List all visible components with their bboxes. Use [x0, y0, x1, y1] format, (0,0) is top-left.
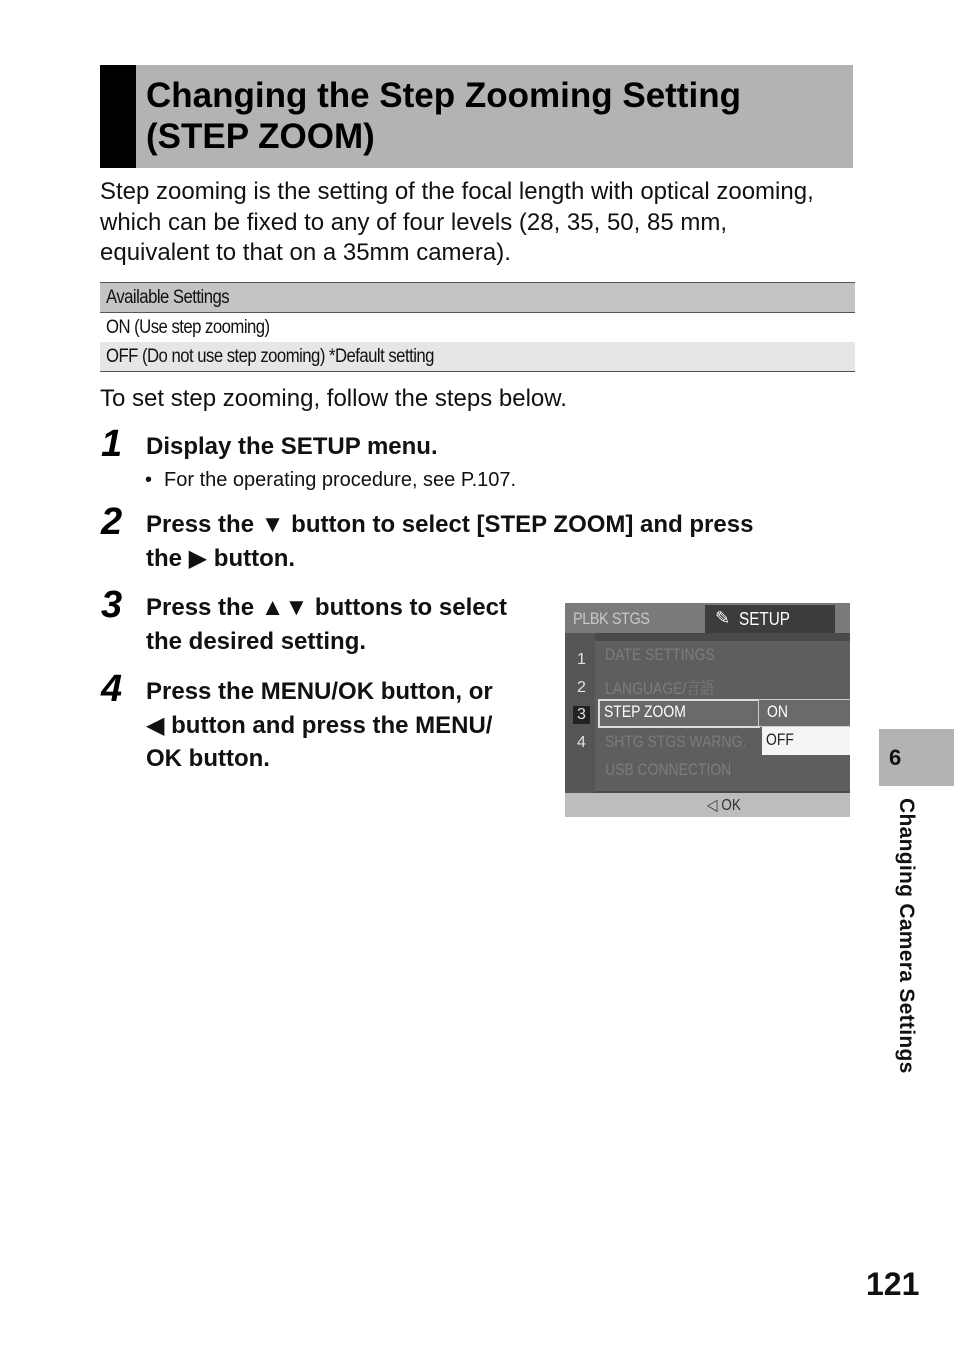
step-1-line-1: Display the SETUP menu.: [146, 433, 438, 460]
intro-line-3: equivalent to that on a 35mm camera).: [100, 239, 511, 266]
up-down-arrows-icon: ▲▼: [260, 594, 309, 621]
camera-page-number: 1: [577, 651, 586, 668]
camera-page-numbers: [565, 633, 595, 793]
follow-steps-text: To set step zooming, follow the steps below.: [100, 385, 567, 412]
step-number-1: 1: [101, 423, 123, 465]
step-4-line-3: OK button.: [146, 745, 270, 772]
camera-menu-item-selected: STEP ZOOM: [598, 699, 760, 728]
step-2-text: [146, 508, 753, 575]
step-1-bullet-text: For the operating procedure, see P.107.: [164, 469, 517, 491]
table-cell-off: OFF (Do not use step zooming) *Default setting: [100, 342, 855, 372]
camera-menu-screenshot: [565, 603, 850, 817]
camera-footer-ok: ◁ OK: [707, 797, 741, 814]
table-header-row: [100, 283, 855, 313]
down-arrow-icon: ▼: [260, 511, 285, 538]
camera-page-number: 4: [577, 734, 586, 751]
step-2-line-1: Press the ▼ button to select [STEP ZOOM] and press: [146, 511, 754, 538]
intro-line-2: which can be fixed to any of four levels (28, 35, 50, 85 mm,: [100, 208, 727, 236]
page-title: [146, 75, 846, 157]
step-number-2: 2: [101, 501, 123, 543]
step-2-line-2: the ▶ button.: [146, 544, 296, 572]
wrench-icon: ✎: [715, 608, 731, 628]
camera-page-number-active: 3: [573, 706, 590, 724]
right-arrow-icon: ▶: [188, 544, 208, 572]
table-cell-on: ON (Use step zooming): [100, 313, 855, 343]
chapter-tab: [879, 729, 954, 786]
step-4-line-1: Press the MENU/OK button, or: [146, 678, 493, 705]
camera-tab-playback: PLBK STGS: [573, 609, 650, 628]
camera-menu-item: LANGUAGE/言語: [605, 679, 715, 698]
chapter-label: Changing Camera Settings: [895, 798, 918, 1074]
step-3-line-1: Press the ▲▼ buttons to select: [146, 594, 507, 621]
step-number-3: 3: [101, 584, 123, 626]
camera-tab-setup: [705, 605, 835, 633]
title-line-1: Changing the Step Zooming Setting: [146, 76, 741, 115]
table-row: [100, 342, 855, 372]
camera-tab-bar: [565, 603, 850, 633]
step-3-line-2: the desired setting.: [146, 627, 367, 655]
step-number-4: 4: [101, 668, 123, 710]
step-1-bullet: [145, 469, 516, 492]
title-line-2: (STEP ZOOM): [146, 117, 375, 156]
available-settings-table: [100, 282, 855, 372]
table-row: [100, 313, 855, 343]
page-number: 121: [866, 1266, 920, 1302]
camera-footer-bar: [565, 793, 850, 817]
title-accent-bar: [100, 65, 136, 168]
chapter-number: 6: [889, 745, 902, 770]
intro-paragraph: [100, 177, 860, 269]
bullet-dot-icon: •: [145, 469, 153, 491]
step-3-text: [146, 591, 507, 658]
camera-menu-item: DATE SETTINGS: [605, 645, 715, 664]
left-arrow-icon: ◀: [146, 711, 165, 739]
camera-option-off-highlighted: OFF: [762, 727, 850, 755]
step-4-line-2: ◀ button and press the MENU/: [146, 711, 493, 739]
camera-menu-item: SHTG STGS WARNG.: [605, 732, 747, 751]
camera-page-number: 2: [577, 679, 586, 696]
camera-tab-setup-label: SETUP: [739, 609, 791, 629]
section-title-block: [100, 65, 853, 168]
table-header-cell: Available Settings: [100, 283, 855, 313]
intro-line-1: Step zooming is the setting of the focal length with optical zooming,: [100, 178, 814, 205]
camera-option-on: ON: [758, 699, 850, 727]
step-1-text: [146, 430, 438, 464]
camera-menu-item: USB CONNECTION: [605, 760, 732, 779]
step-4-text: [146, 675, 493, 776]
